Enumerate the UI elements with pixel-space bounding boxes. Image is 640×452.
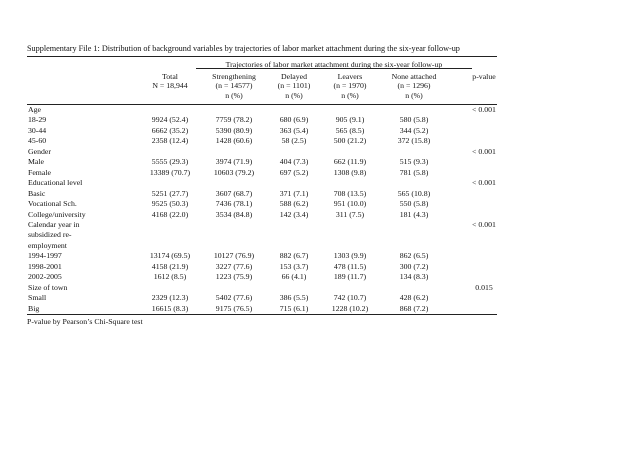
table-cell-strengthening: 3534 (84.8): [215, 209, 253, 219]
table-cell-none_attached: 781 (5.8): [399, 167, 429, 177]
table-cell-leavers: 1308 (9.8): [333, 167, 367, 177]
table-cell-strengthening: 3227 (77.6): [215, 261, 253, 271]
table-cell-delayed: 404 (7.3): [279, 157, 309, 167]
row-label: 1994-1997: [28, 251, 62, 261]
row-label: 30-44: [28, 125, 47, 135]
table-cell-none_attached: 515 (9.3): [399, 157, 429, 167]
table-cell-strengthening: 5390 (80.9): [215, 125, 253, 135]
table-cell-leavers: 905 (9.1): [335, 115, 365, 125]
column-header-p_value-line-1: p-value: [472, 72, 496, 81]
row-label: Size of town: [28, 282, 68, 292]
table-cell-strengthening: 7436 (78.1): [215, 199, 253, 209]
table-cell-leavers: 662 (11.9): [333, 157, 367, 167]
column-header-total-line-2: N = 18,944: [152, 81, 188, 90]
table-cell-total: 13389 (70.7): [149, 167, 191, 177]
table-cell-p_value: < 0.001: [472, 146, 496, 156]
table-cell-leavers: 1228 (10.2): [331, 303, 369, 313]
table-cell-none_attached: 372 (15.8): [397, 136, 431, 146]
table-cell-total: 4158 (21.9): [151, 261, 189, 271]
table-cell-leavers: 951 (10.0): [333, 199, 367, 209]
column-header-leavers-line-1: Leavers: [337, 72, 363, 81]
column-header-none_attached-line-1: None attached: [391, 72, 437, 81]
table-cell-total: 9525 (50.3): [151, 199, 189, 209]
header-rule: [27, 104, 497, 105]
column-header-strengthening-line-2: (n = 14577): [215, 81, 253, 90]
table-cell-none_attached: 134 (8.3): [399, 272, 429, 282]
table-cell-total: 16615 (8.3): [151, 303, 189, 313]
table-cell-delayed: 58 (2.5): [281, 136, 307, 146]
column-header-total-line-1: Total: [162, 72, 178, 81]
column-header-delayed-line-1: Delayed: [281, 72, 307, 81]
row-label: subsidized re-: [28, 230, 72, 240]
table-cell-total: 5555 (29.3): [151, 157, 189, 167]
table-cell-leavers: 500 (21.2): [333, 136, 367, 146]
row-label: 45-60: [28, 136, 47, 146]
table-bottom-rule: [27, 314, 497, 315]
table-cell-total: 2329 (12.3): [151, 293, 189, 303]
row-label: College/university: [28, 209, 86, 219]
column-header-none_attached-line-2: (n = 1296): [397, 81, 431, 90]
table-cell-delayed: 142 (3.4): [279, 209, 309, 219]
row-label: Basic: [28, 188, 46, 198]
table-cell-p_value: 0.015: [475, 282, 493, 292]
table-cell-total: 13174 (69.5): [149, 251, 191, 261]
table-cell-total: 2358 (12.4): [151, 136, 189, 146]
table-cell-leavers: 478 (11.5): [333, 261, 367, 271]
table-cell-strengthening: 3974 (71.9): [215, 157, 253, 167]
table-cell-strengthening: 1428 (60.6): [215, 136, 253, 146]
table-cell-delayed: 680 (6.9): [279, 115, 309, 125]
column-header-delayed-line-3: n (%): [285, 91, 303, 100]
row-label: Educational level: [28, 178, 83, 188]
table-footnote: P-value by Pearson’s Chi-Square test: [27, 317, 143, 326]
column-header-leavers-line-2: (n = 1970): [333, 81, 367, 90]
group-header-rule: [196, 68, 472, 69]
table-cell-delayed: 66 (4.1): [281, 272, 307, 282]
table-caption: Supplementary File 1: Distribution of background variables by trajectories of labor market attachment during the six-year follow-up: [27, 44, 460, 53]
row-label: employment: [28, 240, 67, 250]
table-top-rule: [27, 56, 497, 57]
table-cell-none_attached: 344 (5.2): [399, 125, 429, 135]
column-header-delayed-line-2: (n = 1101): [277, 81, 311, 90]
row-label: Age: [28, 105, 41, 114]
table-cell-delayed: 363 (5.4): [279, 125, 309, 135]
table-cell-none_attached: 862 (6.5): [399, 251, 429, 261]
table-cell-strengthening: 10127 (76.9): [213, 251, 255, 261]
table-cell-p_value: < 0.001: [472, 105, 496, 114]
table-cell-total: 9924 (52.4): [151, 115, 189, 125]
table-cell-delayed: 715 (6.1): [279, 303, 309, 313]
table-cell-none_attached: 565 (10.8): [397, 188, 431, 198]
table-cell-leavers: 708 (13.5): [333, 188, 367, 198]
row-label: Female: [28, 167, 51, 177]
table-cell-delayed: 588 (6.2): [279, 199, 309, 209]
row-label: 2002-2005: [28, 272, 62, 282]
table-cell-delayed: 371 (7.1): [279, 188, 309, 198]
column-header-strengthening-line-3: n (%): [225, 91, 243, 100]
table-cell-delayed: 153 (3.7): [279, 261, 309, 271]
column-header-leavers-line-3: n (%): [341, 91, 359, 100]
table-cell-strengthening: 9175 (76.5): [215, 303, 253, 313]
table-cell-delayed: 882 (6.7): [279, 251, 309, 261]
table-cell-none_attached: 300 (7.2): [399, 261, 429, 271]
row-label: 18-29: [28, 115, 47, 125]
table-cell-total: 5251 (27.7): [151, 188, 189, 198]
table-cell-total: 1612 (8.5): [153, 272, 187, 282]
table-cell-total: 6662 (35.2): [151, 125, 189, 135]
table-cell-delayed: 697 (5.2): [279, 167, 309, 177]
table-cell-p_value: < 0.001: [472, 219, 496, 229]
table-cell-p_value: < 0.001: [472, 178, 496, 188]
table-cell-strengthening: 7759 (78.2): [215, 115, 253, 125]
table-cell-none_attached: 580 (5.8): [399, 115, 429, 125]
table-cell-strengthening: 3607 (68.7): [215, 188, 253, 198]
row-label: Male: [28, 157, 45, 167]
table-cell-delayed: 386 (5.5): [279, 293, 309, 303]
table-cell-total: 4168 (22.0): [151, 209, 189, 219]
column-header-none_attached-line-3: n (%): [405, 91, 423, 100]
row-label: Calendar year in: [28, 219, 80, 229]
table-cell-strengthening: 1223 (75.9): [215, 272, 253, 282]
table-cell-strengthening: 10603 (79.2): [213, 167, 255, 177]
group-header: Trajectories of labor market attachment during the six-year follow-up: [225, 60, 443, 69]
table-cell-none_attached: 428 (6.2): [399, 293, 429, 303]
table-cell-leavers: 311 (7.5): [335, 209, 365, 219]
table-cell-none_attached: 550 (5.8): [399, 199, 429, 209]
table-cell-leavers: 742 (10.7): [333, 293, 367, 303]
table-cell-leavers: 189 (11.7): [333, 272, 367, 282]
row-label: 1998-2001: [28, 261, 62, 271]
table-cell-strengthening: 5402 (77.6): [215, 293, 253, 303]
row-label: Vocational Sch.: [28, 199, 77, 209]
row-label: Gender: [28, 146, 51, 156]
table-cell-none_attached: 868 (7.2): [399, 303, 429, 313]
table-cell-none_attached: 181 (4.3): [399, 209, 429, 219]
column-header-strengthening-line-1: Strengthening: [212, 72, 256, 81]
table-cell-leavers: 1303 (9.9): [333, 251, 367, 261]
row-label: Big: [28, 303, 40, 313]
row-label: Small: [28, 293, 47, 303]
table-cell-leavers: 565 (8.5): [335, 125, 365, 135]
